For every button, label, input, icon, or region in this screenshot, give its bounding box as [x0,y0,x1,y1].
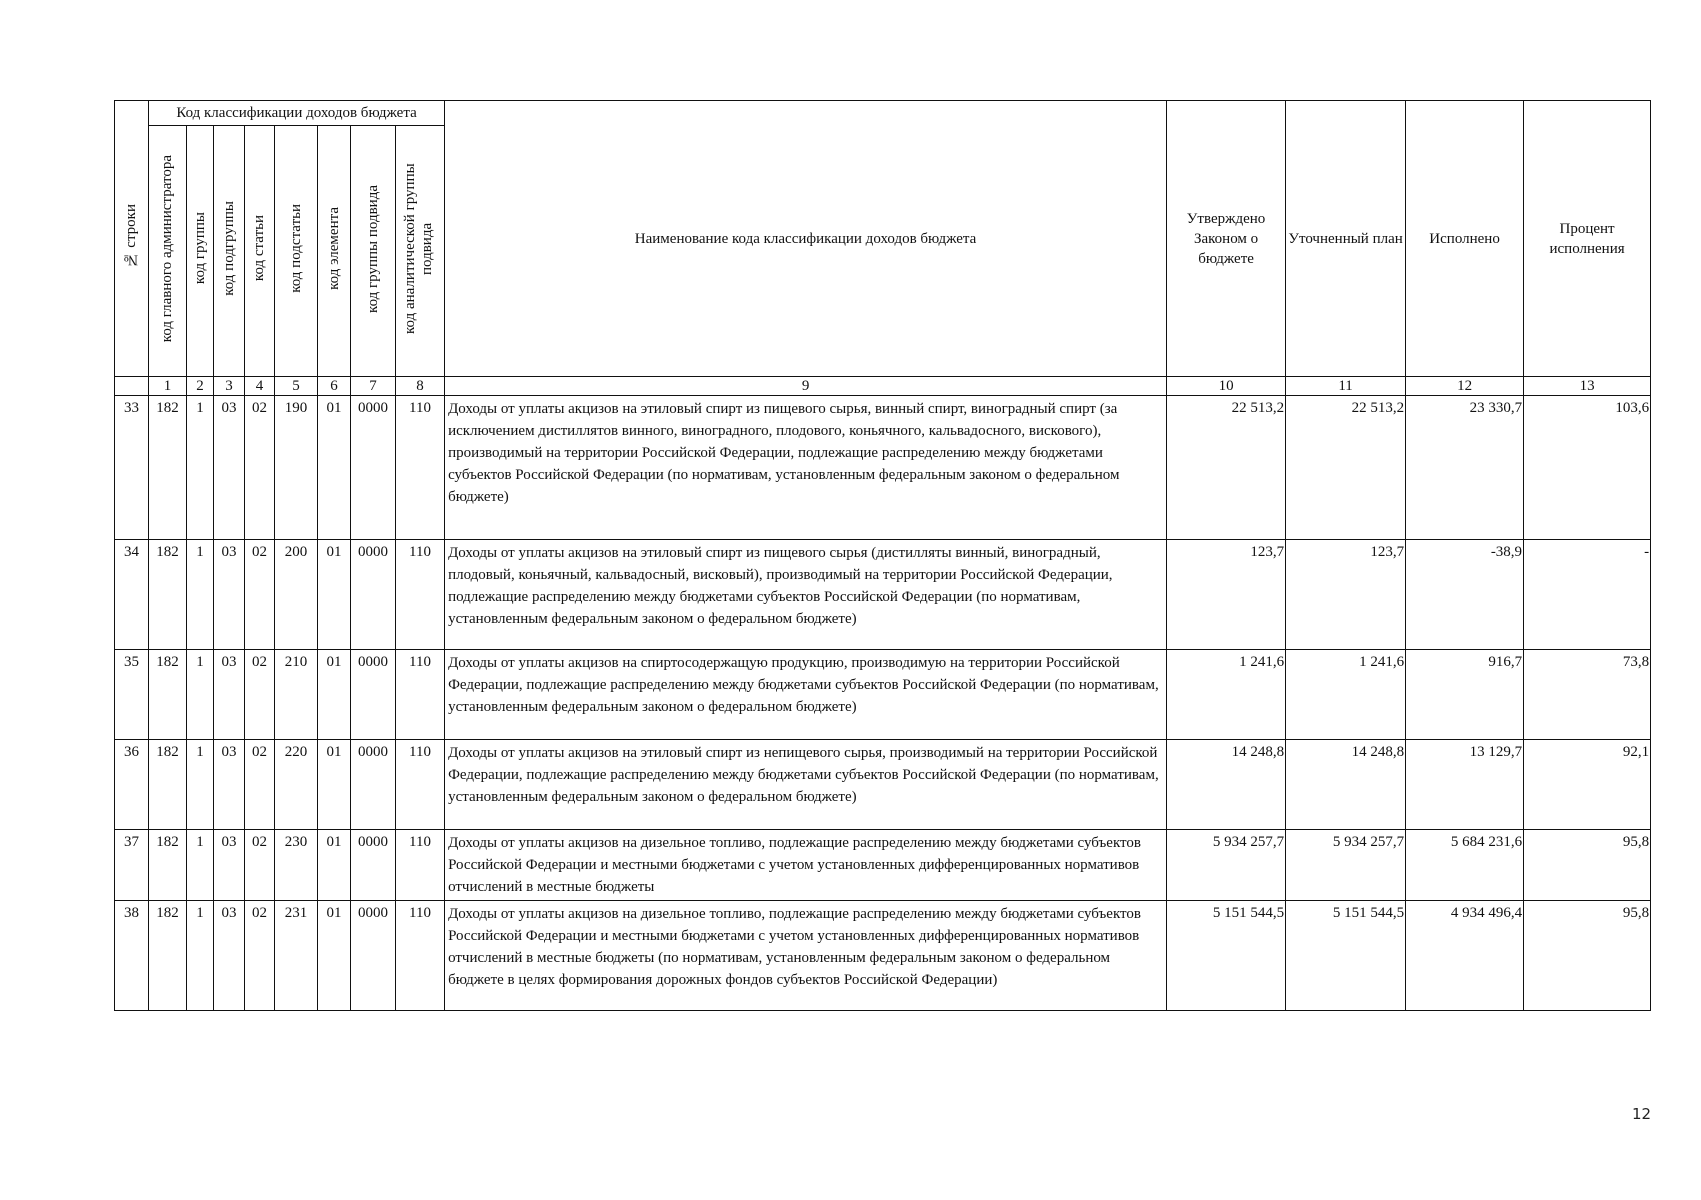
code-group: 1 [187,901,214,1011]
code-analytic: 110 [396,901,445,1011]
code-article: 02 [245,830,275,901]
column-number: 12 [1406,377,1524,396]
code-subtype-group: 0000 [351,830,396,901]
header-code-group-col: код группы [187,126,214,377]
code-element: 01 [318,740,351,830]
refined-value: 22 513,2 [1286,396,1406,540]
code-subgroup: 03 [214,540,245,650]
header-percent: Процент исполнения [1524,101,1651,377]
percent-value: 73,8 [1524,650,1651,740]
row-number: 38 [115,901,149,1011]
row-number: 34 [115,540,149,650]
header-code-subarticle: код подстатьи [275,126,318,377]
header-executed: Исполнено [1406,101,1524,377]
executed-value: 23 330,7 [1406,396,1524,540]
column-number: 11 [1286,377,1406,396]
code-subgroup: 03 [214,650,245,740]
code-subarticle: 200 [275,540,318,650]
header-code-subtype-group: код группы подвида [351,126,396,377]
refined-value: 123,7 [1286,540,1406,650]
approved-value: 14 248,8 [1167,740,1286,830]
code-subarticle: 220 [275,740,318,830]
code-subgroup: 03 [214,901,245,1011]
column-number: 4 [245,377,275,396]
code-article: 02 [245,740,275,830]
code-subarticle: 231 [275,901,318,1011]
column-number: 8 [396,377,445,396]
code-analytic: 110 [396,650,445,740]
code-subarticle: 190 [275,396,318,540]
revenue-name: Доходы от уплаты акцизов на этиловый спирт из непищевого сырья, производимый на территории Российской Федерации, подлежащие распределению между бюджетами субъектов Российской Федерации (по нормативам, установленным федеральным законом о федеральном бюджете) [445,740,1167,830]
code-analytic: 110 [396,830,445,901]
code-admin: 182 [149,396,187,540]
header-name: Наименование кода классификации доходов бюджета [445,101,1167,377]
refined-value: 5 934 257,7 [1286,830,1406,901]
code-subtype-group: 0000 [351,901,396,1011]
row-number: 35 [115,650,149,740]
column-number-row [115,377,1651,396]
approved-value: 123,7 [1167,540,1286,650]
refined-value: 1 241,6 [1286,650,1406,740]
percent-value: - [1524,540,1651,650]
header-code-group: Код классификации доходов бюджета [149,101,445,126]
code-subgroup: 03 [214,830,245,901]
revenue-name: Доходы от уплаты акцизов на дизельное топливо, подлежащие распределению между бюджетами субъектов Российской Федерации и местными бюджетами с учетом установленных дифференцированных нормативов отчислений в местные бюджеты (по нормативам, установленным федеральным законом о федеральном бюджете в целях формирования дорожных фондов субъектов Российской Федерации) [445,901,1167,1011]
revenue-name: Доходы от уплаты акцизов на дизельное топливо, подлежащие распределению между бюджетами субъектов Российской Федерации и местными бюджетами с учетом установленных дифференцированных нормативов отчислений в местные бюджеты [445,830,1167,901]
executed-value: 13 129,7 [1406,740,1524,830]
refined-value: 5 151 544,5 [1286,901,1406,1011]
header-approved: Утверждено Законом о бюджете [1167,101,1286,377]
executed-value: -38,9 [1406,540,1524,650]
table-row [115,396,1651,540]
executed-value: 5 684 231,6 [1406,830,1524,901]
table-row [115,540,1651,650]
row-number: 37 [115,830,149,901]
approved-value: 5 151 544,5 [1167,901,1286,1011]
percent-value: 95,8 [1524,901,1651,1011]
code-article: 02 [245,396,275,540]
code-analytic: 110 [396,396,445,540]
code-element: 01 [318,396,351,540]
code-subtype-group: 0000 [351,540,396,650]
executed-value: 916,7 [1406,650,1524,740]
code-subarticle: 210 [275,650,318,740]
column-number [115,377,149,396]
revenue-name: Доходы от уплаты акцизов на этиловый спирт из пищевого сырья, винный спирт, виноградный спирт (за исключением дистиллятов винного, виноградного, плодового, коньячного, кальвадосного, вискового), производимый на территории Российской Федерации, подлежащие распределению между бюджетами субъектов Российской Федерации (по нормативам, установленным федеральным законом о федеральном бюджете) [445,396,1167,540]
percent-value: 103,6 [1524,396,1651,540]
code-admin: 182 [149,540,187,650]
header-code-admin: код главного администратора [149,126,187,377]
column-number: 10 [1167,377,1286,396]
table-row [115,650,1651,740]
table-row [115,740,1651,830]
refined-value: 14 248,8 [1286,740,1406,830]
code-group: 1 [187,830,214,901]
header-code-subgroup: код подгруппы [214,126,245,377]
percent-value: 92,1 [1524,740,1651,830]
code-element: 01 [318,830,351,901]
approved-value: 1 241,6 [1167,650,1286,740]
code-analytic: 110 [396,740,445,830]
executed-value: 4 934 496,4 [1406,901,1524,1011]
code-element: 01 [318,901,351,1011]
column-number: 7 [351,377,396,396]
table-row [115,901,1651,1011]
column-number: 9 [445,377,1167,396]
column-number: 13 [1524,377,1651,396]
approved-value: 22 513,2 [1167,396,1286,540]
code-admin: 182 [149,830,187,901]
page-number: 12 [1632,1105,1652,1123]
code-admin: 182 [149,901,187,1011]
code-article: 02 [245,540,275,650]
code-group: 1 [187,740,214,830]
code-subgroup: 03 [214,740,245,830]
code-subgroup: 03 [214,396,245,540]
header-row-number: № строки [115,101,149,377]
code-subtype-group: 0000 [351,650,396,740]
code-element: 01 [318,540,351,650]
code-subtype-group: 0000 [351,396,396,540]
code-group: 1 [187,540,214,650]
header-code-analytic: код аналитической группы подвида [396,126,445,377]
code-subtype-group: 0000 [351,740,396,830]
header-code-article: код статьи [245,126,275,377]
budget-revenue-table [114,100,1651,1011]
column-number: 6 [318,377,351,396]
column-number: 5 [275,377,318,396]
header-code-element: код элемента [318,126,351,377]
code-element: 01 [318,650,351,740]
code-analytic: 110 [396,540,445,650]
code-article: 02 [245,650,275,740]
approved-value: 5 934 257,7 [1167,830,1286,901]
table-row [115,830,1651,901]
column-number: 2 [187,377,214,396]
revenue-name: Доходы от уплаты акцизов на спиртосодержащую продукцию, производимую на территории Российской Федерации, подлежащие распределению между бюджетами субъектов Российской Федерации (по нормативам, установленным федеральным законом о федеральном бюджете) [445,650,1167,740]
row-number: 36 [115,740,149,830]
code-subarticle: 230 [275,830,318,901]
header-refined: Уточненный план [1286,101,1406,377]
percent-value: 95,8 [1524,830,1651,901]
column-number: 3 [214,377,245,396]
column-number: 1 [149,377,187,396]
code-article: 02 [245,901,275,1011]
code-group: 1 [187,396,214,540]
code-group: 1 [187,650,214,740]
row-number: 33 [115,396,149,540]
revenue-name: Доходы от уплаты акцизов на этиловый спирт из пищевого сырья (дистилляты винный, виноградный, плодовый, коньячный, кальвадосный, висковый), производимый на территории Российской Федерации, подлежащие распределению между бюджетами субъектов Российской Федерации (по нормативам, установленным федеральным законом о федеральном бюджете) [445,540,1167,650]
code-admin: 182 [149,740,187,830]
code-admin: 182 [149,650,187,740]
